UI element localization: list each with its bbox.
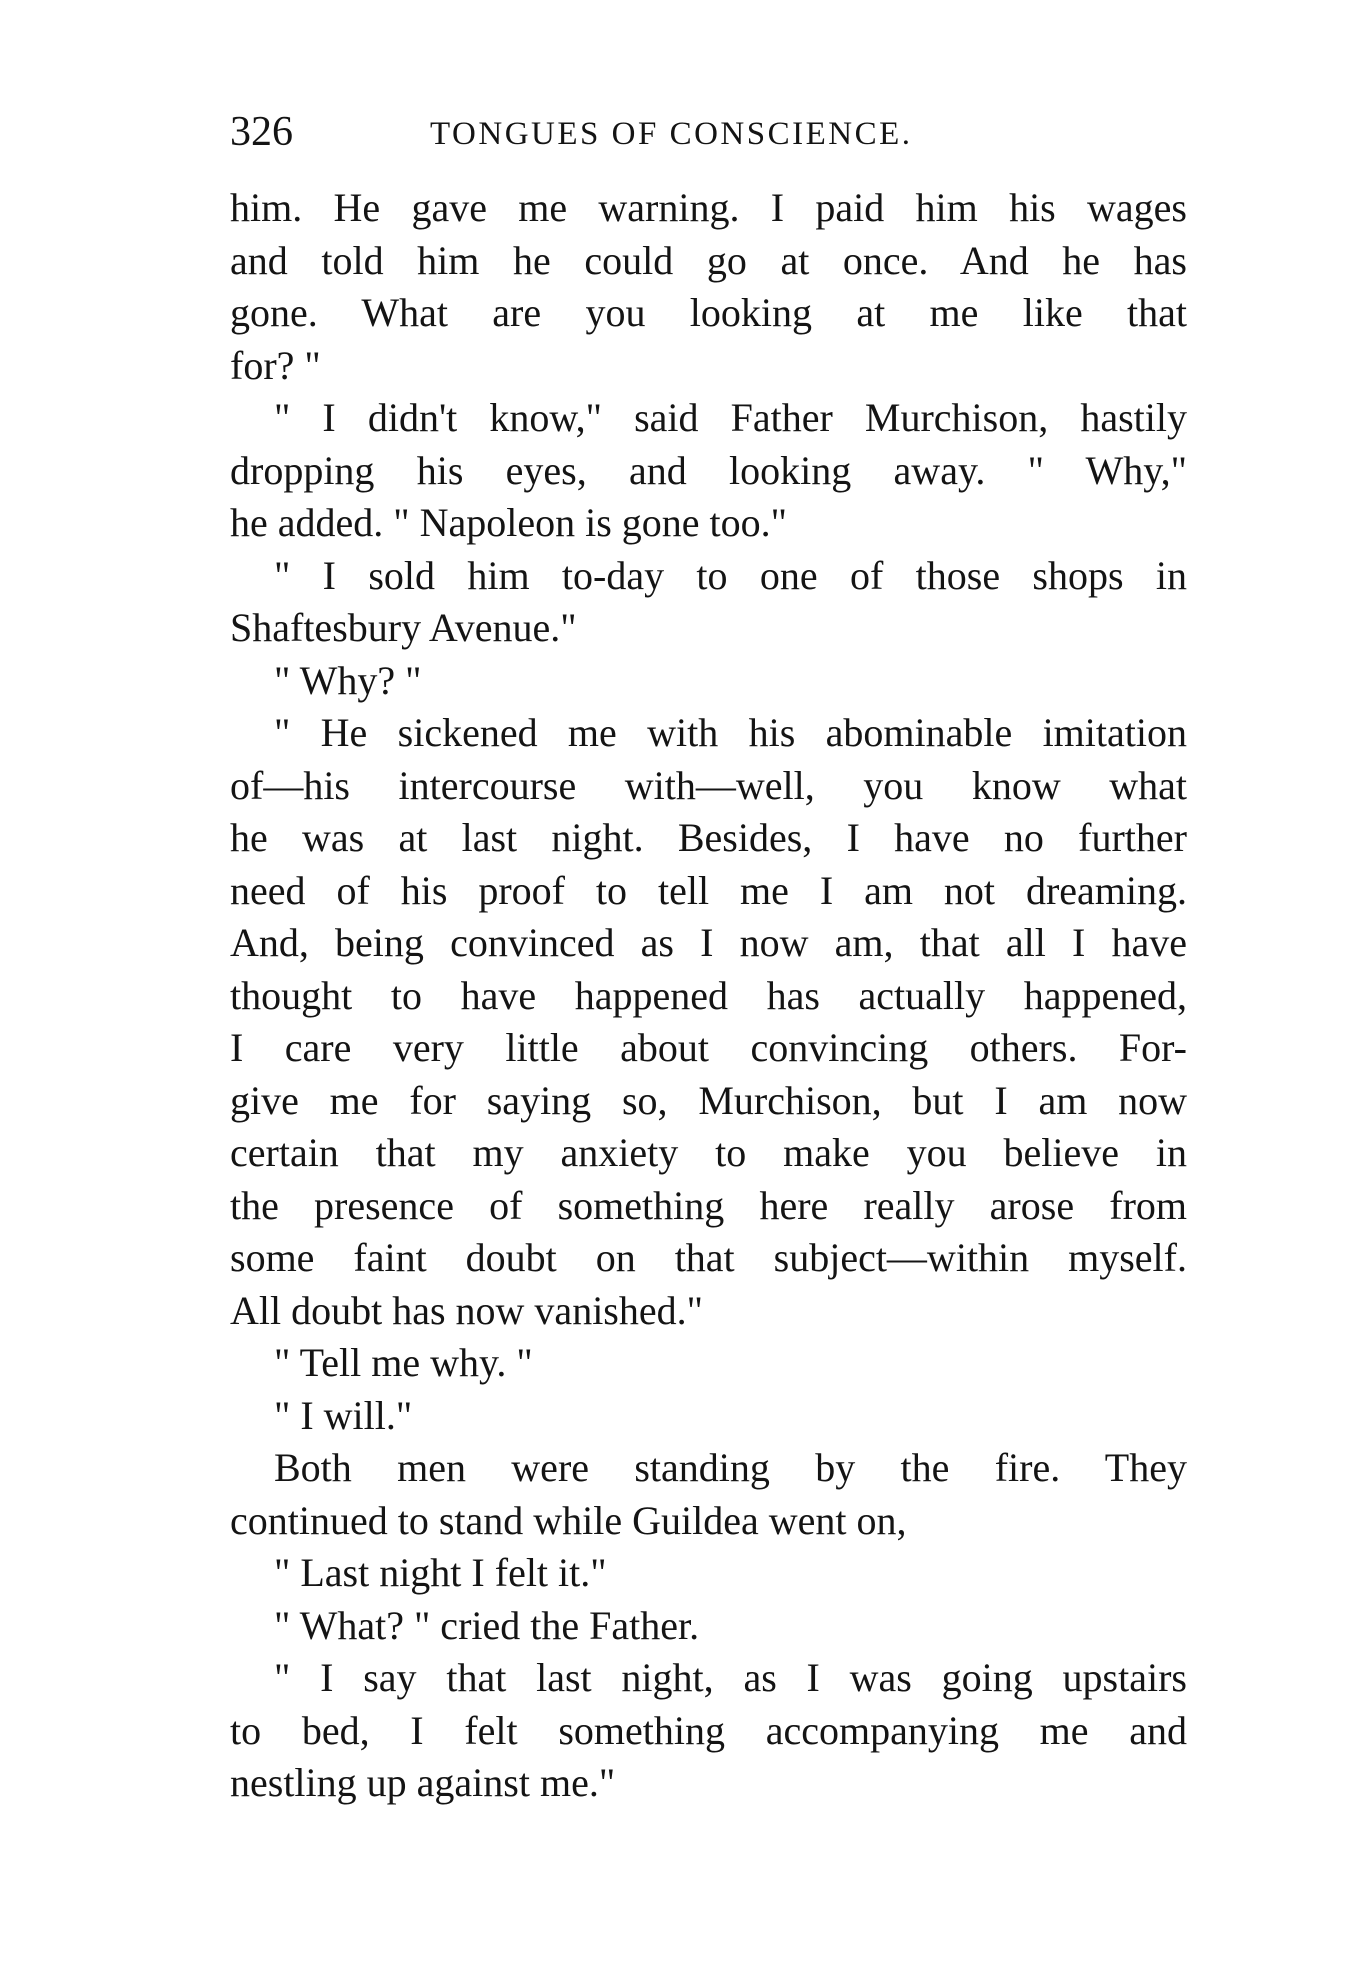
text-line: continued to stand while Guildea went on, <box>230 1497 907 1543</box>
text-line: him. He gave me warning. I paid him his wages <box>230 185 1187 230</box>
text-line: Both men were standing by the fire. They <box>274 1445 1187 1490</box>
text-line: thought to have happened has actually happened, <box>230 972 1187 1018</box>
text-line: and told him he could go at once. And he has <box>230 237 1187 283</box>
text-line: I care very little about convincing others. For- <box>230 1025 1187 1070</box>
text-line: for? " <box>230 342 321 388</box>
body-text <box>230 182 1187 1810</box>
text-line: he was at last night. Besides, I have no further <box>230 815 1187 860</box>
text-line: certain that my anxiety to make you believe in <box>230 1130 1187 1175</box>
text-line: need of his proof to tell me I am not dreaming. <box>230 867 1187 913</box>
text-line: of—his intercourse with—well, you know what <box>230 762 1187 808</box>
text-line: he added. " Napoleon is gone too." <box>230 500 787 545</box>
text-line: " I say that last night, as I was going upstairs <box>274 1655 1187 1700</box>
running-head <box>230 104 1170 160</box>
text-line: Shaftesbury Avenue." <box>230 605 577 650</box>
running-title: TONGUES OF CONSCIENCE. <box>430 116 913 152</box>
text-line: the presence of something here really arose from <box>230 1182 1187 1228</box>
text-line: " What? " cried the Father. <box>274 1602 700 1648</box>
text-line: some faint doubt on that subject—within myself. <box>230 1235 1187 1280</box>
text-line: give me for saying so, Murchison, but I am now <box>230 1077 1187 1123</box>
text-line: gone. What are you looking at me like that <box>230 290 1187 335</box>
page-number: 326 <box>230 109 293 155</box>
text-line: " Tell me why. " <box>274 1340 533 1385</box>
text-line: " I will." <box>274 1392 413 1438</box>
text-line: All doubt has now vanished." <box>230 1287 703 1333</box>
text-line: " He sickened me with his abominable imitation <box>274 710 1187 755</box>
text-line: " I didn't know," said Father Murchison, hastily <box>274 395 1187 440</box>
text-line: " Last night I felt it." <box>274 1550 607 1595</box>
text-line: " I sold him to-day to one of those shops in <box>274 552 1187 598</box>
text-line: dropping his eyes, and looking away. " Why," <box>230 447 1187 493</box>
text-line: nestling up against me." <box>230 1760 616 1805</box>
text-line: And, being convinced as I now am, that all I have <box>230 920 1187 965</box>
text-line: " Why? " <box>274 657 422 703</box>
text-line: to bed, I felt something accompanying me and <box>230 1707 1187 1753</box>
